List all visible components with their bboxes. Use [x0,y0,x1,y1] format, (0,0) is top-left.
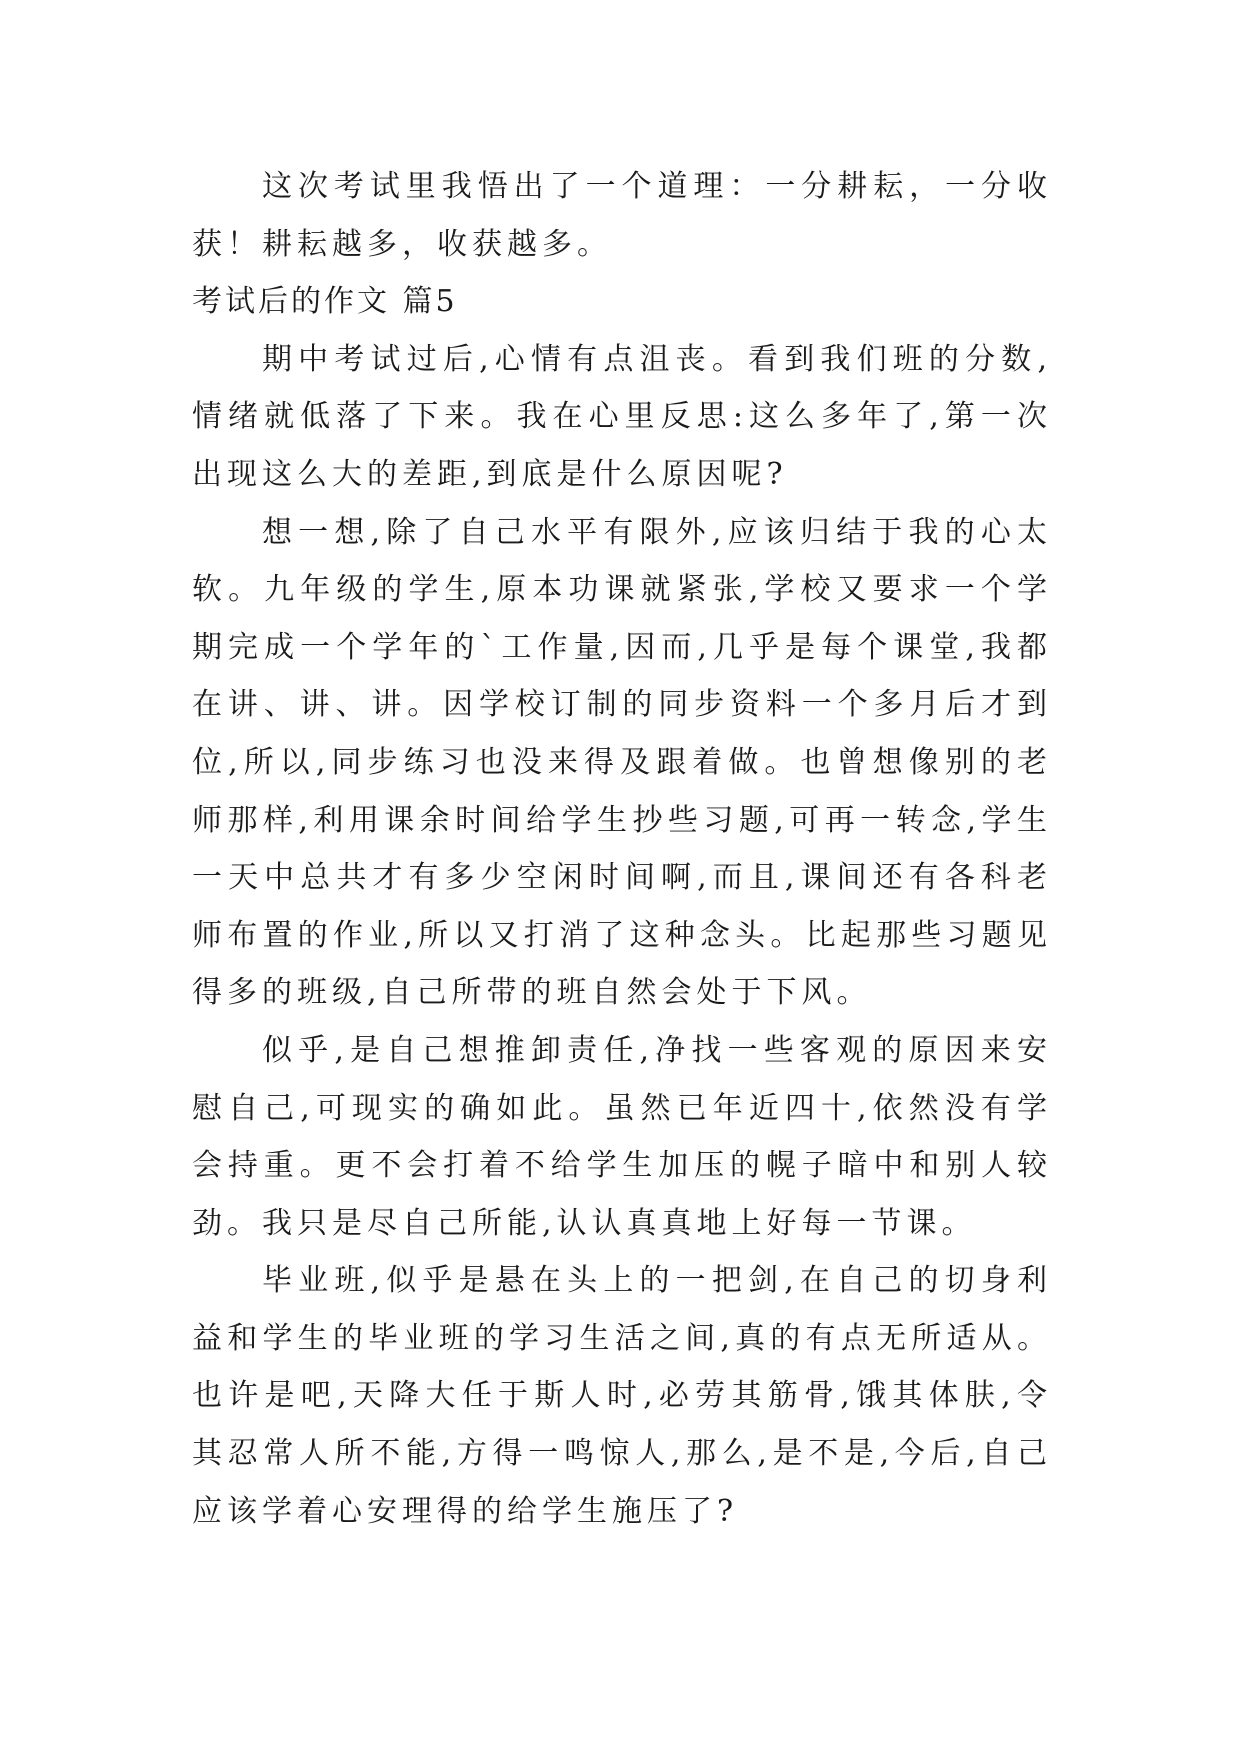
document-body [192,158,1052,1540]
body-paragraph-2: 想一想,除了自己水平有限外,应该归结于我的心太软。九年级的学生,原本功课就紧张,学校又要求一个学期完成一个学年的`工作量,因而,几乎是每个课堂,我都在讲、讲、讲。因学校订制的同步资料一个多月后才到位,所以,同步练习也没来得及跟着做。也曾想像别的老师那样,利用课余时间给学生抄些习题,可再一转念,学生一天中总共才有多少空闲时间啊,而且,课间还有各科老师布置的作业,所以又打消了这种念头。比起那些习题见得多的班级,自己所带的班自然会处于下风。 [192,514,1052,1011]
intro-paragraph: 这次考试里我悟出了一个道理：一分耕耘，一分收获！耕耘越多，收获越多。 [192,169,1052,262]
body-paragraph-4: 毕业班,似乎是悬在头上的一把剑,在自己的切身利益和学生的毕业班的学习生活之间,真的有点无所适从。也许是吧,天降大任于斯人时,必劳其筋骨,饿其体肤,令其忍常人所不能,方得一鸣惊人,那么,是不是,今后,自己应该学着心安理得的给学生施压了? [192,1263,1052,1529]
section-title: 考试后的作文 篇5 [192,284,458,320]
body-paragraph-1: 期中考试过后,心情有点沮丧。看到我们班的分数,情绪就低落了下来。我在心里反思:这么多年了,第一次出现这么大的差距,到底是什么原因呢? [192,341,1052,492]
body-paragraph-3: 似乎,是自己想推卸责任,净找一些客观的原因来安慰自己,可现实的确如此。虽然已年近四十,依然没有学会持重。更不会打着不给学生加压的幌子暗中和别人较劲。我只是尽自己所能,认认真真地上好每一节课。 [192,1032,1052,1241]
